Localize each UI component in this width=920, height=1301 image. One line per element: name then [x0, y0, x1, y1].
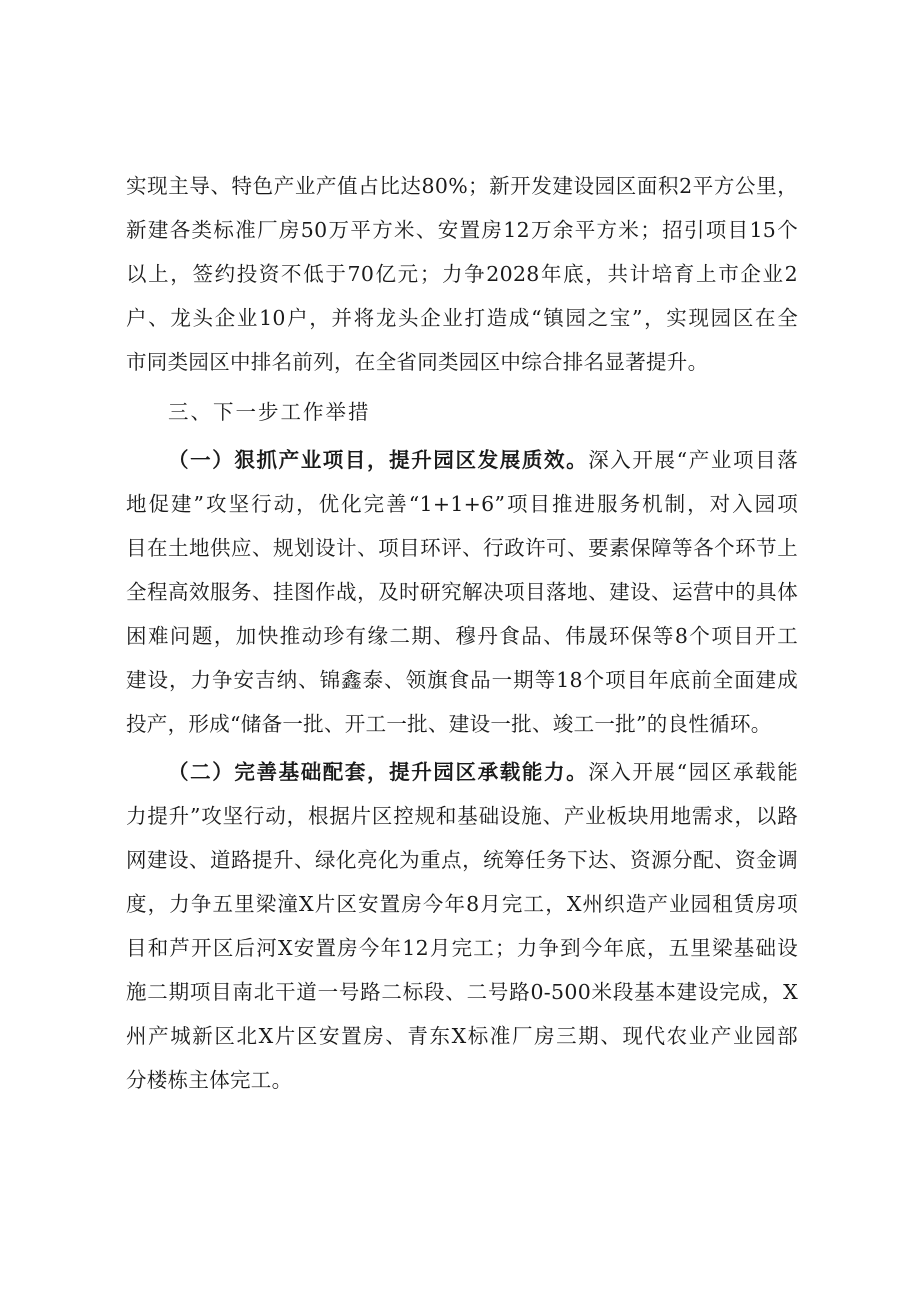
text-line: 目在土地供应、规划设计、项目环评、行政许可、要素保障等各个环节上 [126, 536, 798, 560]
text-line: 施二期项目南北干道一号路二标段、二号路0-500米段基本建设完成，X [126, 980, 798, 1004]
text-line: 实现主导、特色产业产值占比达80%；新开发建设园区面积2平方公里， [126, 174, 798, 198]
text-line: 困难问题，加快推动珍有缘二期、穆丹食品、伟晟环保等8个项目开工 [126, 624, 798, 648]
subsection-first-line [168, 444, 798, 476]
text-line: 新建各类标准厂房50万平方米、安置房12万余平方米；招引项目15个 [126, 218, 798, 242]
text-line: 网建设、道路提升、绿化亮化为重点，统筹任务下达、资源分配、资金调 [126, 848, 798, 872]
text-line: 目和芦开区后河X安置房今年12月完工；力争到今年底，五里梁基础设 [126, 936, 798, 960]
section-heading: 三、下一步工作举措 [168, 400, 371, 424]
text-line: 州产城新区北X片区安置房、青东X标准厂房三期、现代农业产业园部 [126, 1024, 798, 1048]
subsection-lead-text: 深入开展“园区承载能 [588, 760, 798, 784]
text-line: 户、龙头企业10户，并将龙头企业打造成“镇园之宝”，实现园区在全 [126, 306, 798, 330]
text-line: 市同类园区中排名前列，在全省同类园区中综合排名显著提升。 [126, 350, 709, 374]
text-line: 全程高效服务、挂图作战，及时研究解决项目落地、建设、运营中的具体 [126, 580, 798, 604]
text-line: 度，力争五里梁潼X片区安置房今年8月完工，X州织造产业园租赁房项 [126, 892, 798, 916]
text-line: 地促建”攻坚行动，优化完善“1+1+6”项目推进服务机制，对入园项 [126, 492, 798, 516]
text-line: 建设，力争安吉纳、锦鑫泰、领旗食品一期等18个项目年底前全面建成 [126, 668, 798, 692]
text-line: 投产，形成“储备一批、开工一批、建设一批、竣工一批”的良性循环。 [126, 712, 772, 736]
subsection-title: （二）完善基础配套，提升园区承载能力。 [168, 760, 589, 784]
subsection-title: （一）狠抓产业项目，提升园区发展质效。 [168, 448, 589, 472]
text-line: 以上，签约投资不低于70亿元；力争2028年底，共计培育上市企业2 [126, 262, 798, 286]
text-line: 力提升”攻坚行动，根据片区控规和基础设施、产业板块用地需求，以路 [126, 804, 798, 828]
subsection-first-line [168, 756, 798, 788]
subsection-lead-text: 深入开展“产业项目落 [588, 448, 798, 472]
text-line: 分楼栋主体完工。 [126, 1068, 293, 1092]
